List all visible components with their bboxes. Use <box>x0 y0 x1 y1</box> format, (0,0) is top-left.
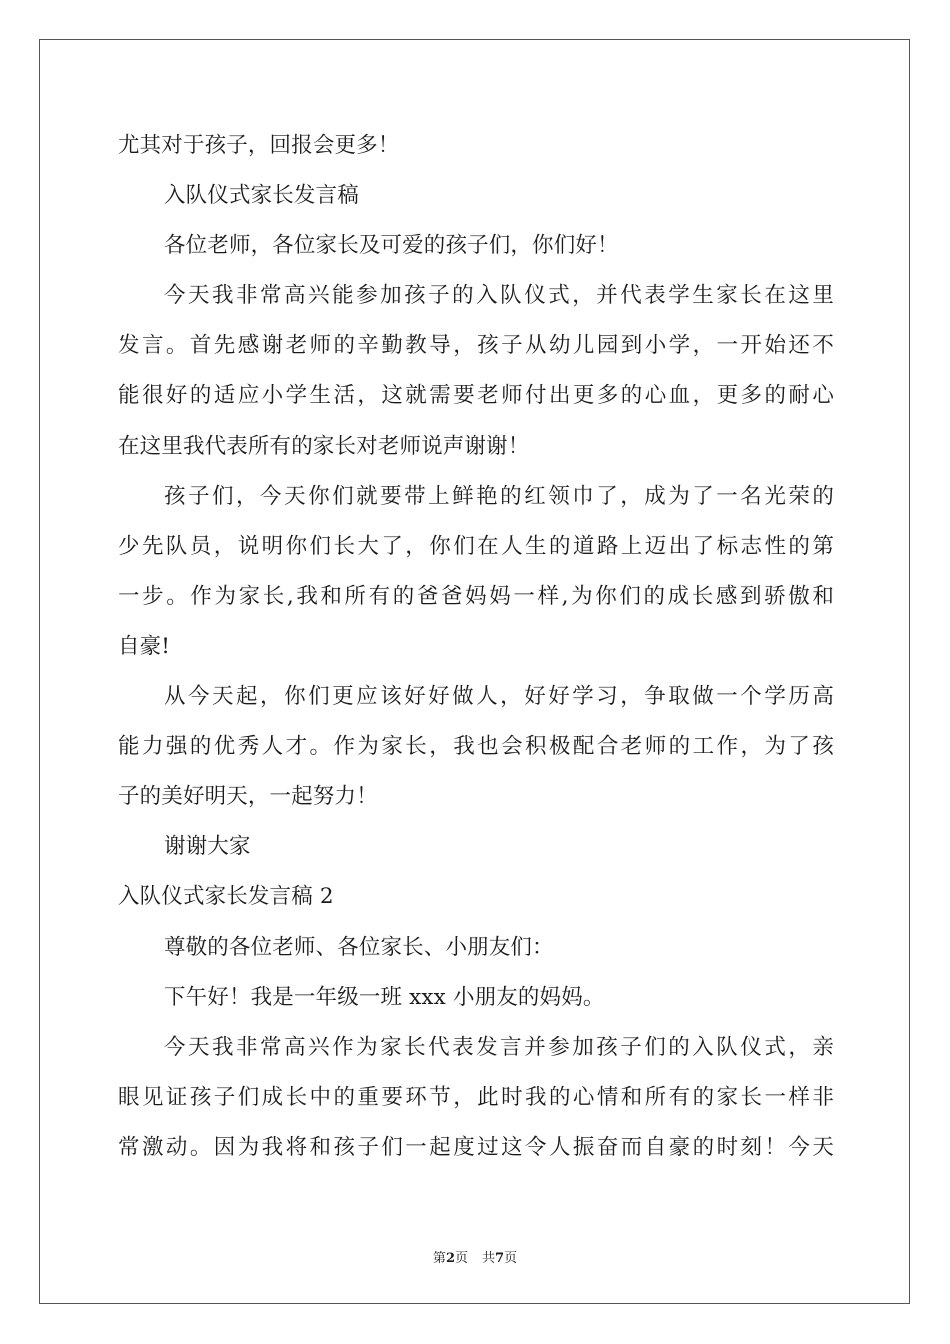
footer-total-prefix: 共 <box>482 1251 496 1266</box>
text-line: 下午好！我是一年级一班 xxx 小朋友的妈妈。 <box>164 984 605 1010</box>
text-line: 今天我非常高兴能参加孩子的入队仪式，并代表学生家长在这里 <box>164 283 834 309</box>
text-line: 能很好的适应小学生活，这就需要老师付出更多的心血，更多的耐心 <box>118 383 834 409</box>
text-line: 尊敬的各位老师、各位家长、小朋友们： <box>164 934 554 960</box>
text-line: 在这里我代表所有的家长对老师说声谢谢！ <box>118 433 530 459</box>
text-line: 自豪! <box>118 633 171 659</box>
text-line: 孩子们，今天你们就要带上鲜艳的红领巾了，成为了一名光荣的 <box>164 483 834 509</box>
text-line: 常激动。因为我将和孩子们一起度过这令人振奋而自豪的时刻！今天 <box>118 1134 834 1160</box>
footer-total-suffix: 页 <box>504 1251 518 1266</box>
text-line: 眼见证孩子们成长中的重要环节，此时我的心情和所有的家长一样非 <box>118 1084 834 1110</box>
current-page-number: 2 <box>445 1251 455 1266</box>
text-line: 入队仪式家长发言稿 <box>164 183 359 209</box>
text-line: 从今天起，你们更应该好好做人，好好学习，争取做一个学历高 <box>164 684 834 710</box>
text-line: 子的美好明天，一起努力！ <box>118 784 378 810</box>
text-line: 发言。首先感谢老师的辛勤教导，孩子从幼儿园到小学，一开始还不 <box>118 333 834 359</box>
document-body <box>118 128 834 1180</box>
footer-prefix: 第 <box>432 1251 446 1266</box>
footer-page-suffix: 页 <box>454 1251 468 1266</box>
section-heading: 入队仪式家长发言稿 2 <box>118 884 334 910</box>
text-line: 各位老师，各位家长及可爱的孩子们，你们好！ <box>164 233 619 259</box>
text-line: 今天我非常高兴作为家长代表发言并参加孩子们的入队仪式，亲 <box>164 1034 834 1060</box>
text-line: 谢谢大家 <box>164 834 251 860</box>
page-footer <box>0 1247 950 1266</box>
text-line: 一步。作为家长,我和所有的爸爸妈妈一样,为你们的成长感到骄傲和 <box>118 583 834 609</box>
text-line: 少先队员，说明你们长大了，你们在人生的道路上迈出了标志性的第 <box>118 533 834 559</box>
total-page-count: 7 <box>495 1251 505 1266</box>
text-line: 能力强的优秀人才。作为家长，我也会积极配合老师的工作，为了孩 <box>118 734 834 760</box>
text-line: 尤其对于孩子，回报会更多！ <box>118 133 400 158</box>
